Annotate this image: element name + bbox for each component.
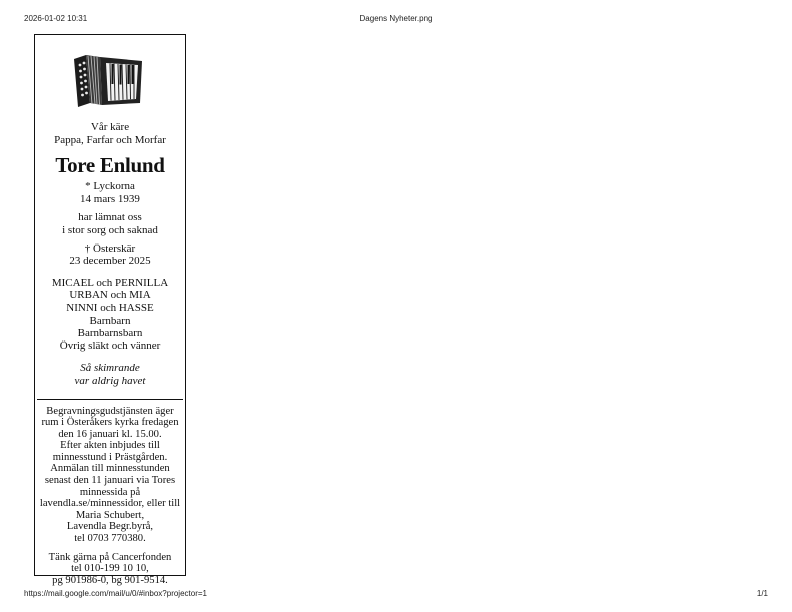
details-line: minnessida på — [79, 486, 141, 498]
intro — [35, 121, 185, 146]
print-datetime: 2026-01-02 10:31 — [24, 14, 88, 23]
divider — [37, 399, 183, 400]
details-line: tel 0703 770380. — [74, 533, 146, 545]
deceased-name: Tore Enlund — [55, 153, 165, 178]
family-list — [35, 277, 185, 353]
obituary-notice — [34, 34, 186, 586]
details-line: Begravningsgudstjänsten äger — [46, 405, 174, 417]
details-line: senast den 11 januari via Tores — [44, 475, 176, 487]
family-member: NINNI och HASSE — [66, 301, 154, 314]
details-line: rum i Österåkers kyrka fredagen — [41, 417, 179, 429]
intro-line: Vår käre — [90, 121, 130, 133]
accordion-icon — [70, 51, 150, 111]
family-member: URBAN och MIA — [69, 289, 151, 302]
birth-date: 14 mars 1939 — [80, 192, 140, 205]
family-member: MICAEL och PERNILLA — [51, 276, 169, 289]
details-line: Lavendla Begr.byrå, — [66, 521, 154, 533]
print-filename: Dagens Nyheter.png — [359, 14, 433, 23]
death-info — [35, 243, 185, 268]
print-page-number: 1/1 — [756, 589, 768, 598]
death-date: 23 december 2025 — [69, 255, 151, 268]
details-line: lavendla.se/minnessidor, eller till — [39, 498, 181, 510]
birth-info — [35, 180, 185, 205]
details-line: minnesstund i Prästgården. — [52, 451, 168, 463]
intro-line: Pappa, Farfar och Morfar — [54, 133, 166, 146]
farewell-text — [35, 211, 185, 236]
verse-line: var aldrig havet — [74, 374, 146, 387]
donation-line: pg 901986-0, bg 901-9514. — [52, 574, 168, 586]
family-member: Barnbarnsbarn — [77, 327, 143, 340]
details-line: Anmälan till minnesstunden — [50, 463, 170, 475]
family-member: Barnbarn — [89, 314, 131, 327]
donation-info — [35, 552, 185, 587]
funeral-details — [35, 406, 185, 545]
print-url: https://mail.google.com/mail/u/0/#inbox?projector=1 — [24, 589, 207, 598]
death-place: † Österskär — [84, 242, 136, 255]
details-line: Efter akten inbjudes till — [60, 440, 160, 452]
verse — [35, 362, 185, 387]
farewell-line: har lämnat oss — [78, 211, 142, 224]
print-footer — [0, 589, 792, 603]
donation-line: Tänk gärna på Cancerfonden — [48, 551, 172, 563]
donation-line: tel 010-199 10 10, — [71, 563, 149, 575]
family-member: Övrig släkt och vänner — [59, 339, 161, 352]
print-header — [0, 14, 792, 28]
details-line: den 16 januari kl. 15.00. — [58, 428, 162, 440]
details-line: Maria Schubert, — [75, 509, 145, 521]
farewell-line: i stor sorg och saknad — [62, 223, 158, 236]
verse-line: Så skimrande — [80, 362, 140, 375]
birth-place: * Lyckorna — [85, 180, 135, 193]
